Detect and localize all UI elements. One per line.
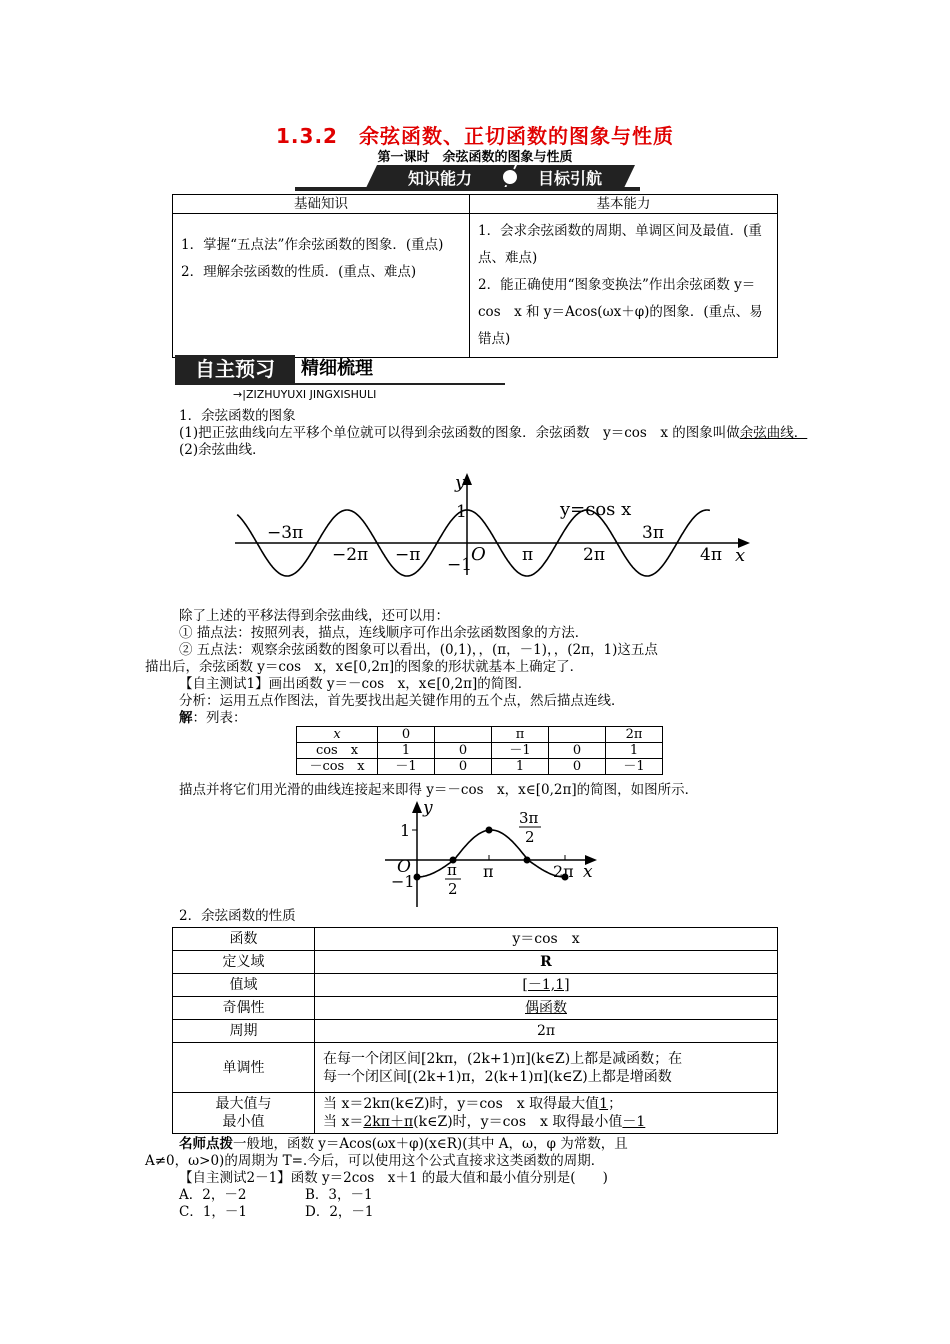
value-table-row <box>297 727 663 743</box>
value-table-cell: 1 <box>606 743 663 759</box>
graph2-tick-2pi: 2π <box>553 862 574 881</box>
s1b-l2: ① 描点法：按照列表，描点，连线顺序可作出余弦函数图象的方法． <box>179 625 589 641</box>
graph1-tick-neg1: −1 <box>447 555 473 575</box>
graph2-x-label: x <box>583 862 593 882</box>
s1b-l4: 描出后，余弦函数 y＝cos x，x∈[0,2π]的图象的形状就基本上确定了． <box>145 659 584 675</box>
test2-row1 <box>145 1187 810 1204</box>
graph2-frac1-num: π <box>447 861 457 879</box>
tip-l2: A≠0，ω>0)的周期为 T=.今后，可以使用这个公式直接求这类函数的周期． <box>145 1153 605 1169</box>
graph1-tick-pi: π <box>522 545 534 565</box>
analysis: 分析：运用五点作图法，首先要找出起关键作用的五个点，然后描点连线． <box>179 693 625 709</box>
graph2-origin: O <box>397 857 411 877</box>
graph2-frac1-den: 2 <box>448 880 458 898</box>
graph1-tick-1: 1 <box>456 502 467 522</box>
prop-k-0: 函数 <box>173 928 315 951</box>
value-table-cell: －1 <box>606 759 663 775</box>
value-table-cell: 2π <box>606 727 663 743</box>
properties-table <box>172 927 778 1134</box>
prop-k-1: 定义域 <box>173 951 315 974</box>
option-a: A．2，－2 <box>179 1187 247 1203</box>
value-table-cell: cos x <box>297 743 378 759</box>
graph1-tick-2pi: 2π <box>583 545 605 565</box>
solution: 解：列表： <box>179 710 247 726</box>
value-table-row <box>297 743 663 759</box>
value-table-cell: 1 <box>492 759 549 775</box>
banner-left-text: 知识能力 <box>407 169 473 188</box>
graph2-tick-pi: π <box>483 862 494 881</box>
graph1-tick-neg3pi: −3π <box>267 523 304 543</box>
prop-v-mono: 在每一个闭区间[2kπ，(2k+1)π](k∈Z)上都是减函数；在 每一个闭区间[(2k+1)π，2(k+1)π](k∈Z)上都是增函数 <box>315 1043 778 1093</box>
goals-basic-1: 1．掌握“五点法”作余弦函数的图象．(重点) <box>181 237 444 253</box>
graph1-tick-4pi: 4π <box>700 545 722 565</box>
s1-p1: (1)把正弦曲线向左平移个单位就可以得到余弦函数的图象．余弦函数 y＝cos x 的图象叫做余弦曲线． <box>179 425 808 441</box>
s1b-l1: 除了上述的平移法得到余弦曲线，还可以用： <box>179 608 449 624</box>
prop-v-extrema: 当 x＝2kπ(k∈Z)时，y＝cos x 取得最大值1； 当 x＝2kπ＋π(k∈Z)时，y＝cos x 取得最小值－1 <box>315 1093 778 1134</box>
graph1-tick-negpi: −π <box>395 545 421 565</box>
option-b: B．3，－1 <box>305 1187 373 1203</box>
section-box: 自主预习 <box>175 355 295 383</box>
goals-table <box>172 194 778 358</box>
graph1-tick-3pi: 3π <box>642 523 664 543</box>
s2-heading: 2．余弦函数的性质 <box>179 908 296 924</box>
option-c: C．1，－1 <box>179 1204 248 1220</box>
tip-l1: 名师点拨一般地，函数 y＝Acos(ωx＋φ)(x∈R)(其中 A，ω，φ 为常数，且 <box>179 1136 628 1152</box>
prop-k-2: 值域 <box>173 974 315 997</box>
neg-cosine-graph <box>385 797 600 909</box>
value-table-cell: 0 <box>378 727 435 743</box>
goals-header-ability: 基本能力 <box>470 195 778 214</box>
graph1-y-label: y <box>455 472 466 493</box>
banner-right-text: 目标引航 <box>537 169 603 188</box>
value-table-cell: 0 <box>435 759 492 775</box>
goals-header-basic: 基础知识 <box>173 195 470 214</box>
option-d: D．2，－1 <box>305 1204 374 1220</box>
prop-k-mono: 单调性 <box>173 1043 315 1093</box>
prop-v-2: [－1,1] <box>315 974 778 997</box>
graph1-tick-neg2pi: −2π <box>332 545 369 565</box>
test2: 【自主测试2－1】函数 y＝2cos x＋1 的最大值和最小值分别是( ) <box>179 1170 608 1186</box>
graph2-frac2-num: 3π <box>519 809 539 827</box>
test2-row2 <box>145 1204 810 1221</box>
goals-ability-2: 2．能正确使用“图象变换法”作出余弦函数 y＝cos x 和 y＝Acos(ωx＋φ)的图象．(重点、易错点) <box>478 277 763 347</box>
value-table-cell <box>549 727 606 743</box>
page-subtitle: 第一课时 余弦函数的图象与性质 <box>377 150 573 165</box>
test1: 【自主测试1】画出函数 y＝－cos x，x∈[0,2π]的简图． <box>179 676 532 692</box>
s1-p2: (2)余弦曲线． <box>179 442 266 458</box>
point-3pi-half <box>524 857 531 864</box>
value-table-cell: x <box>297 727 378 743</box>
graph2-y-label: y <box>423 798 433 818</box>
prop-k-3: 奇偶性 <box>173 997 315 1020</box>
point-pi <box>486 827 493 834</box>
section-header <box>175 355 505 403</box>
goals-basic-2: 2．理解余弦函数的性质．(重点、难点) <box>181 264 417 280</box>
goals-ability-1: 1．会求余弦函数的周期、单调区间及最值．(重点、难点) <box>478 223 762 266</box>
page-title: 1.3.2 余弦函数、正切函数的图象与性质 <box>276 124 674 148</box>
prop-k-4: 周期 <box>173 1020 315 1043</box>
graph2-tick-neg1: −1 <box>391 872 415 891</box>
value-table-cell: 1 <box>378 743 435 759</box>
prop-v-1: R <box>315 951 778 974</box>
value-table-cell: －cos x <box>297 759 378 775</box>
value-table-cell <box>435 727 492 743</box>
graph1-origin: O <box>471 544 486 565</box>
value-table-cell: －1 <box>492 743 549 759</box>
value-table-cell: －1 <box>378 759 435 775</box>
value-table-cell: 0 <box>549 759 606 775</box>
graph1-x-label: x <box>735 545 746 566</box>
prop-v-4: 2π <box>315 1020 778 1043</box>
prop-v-3: 偶函数 <box>315 997 778 1020</box>
value-table-cell: 0 <box>549 743 606 759</box>
value-table-cell: π <box>492 727 549 743</box>
s1b-l3: ② 五点法：观察余弦函数的图象可以看出，(0,1)，，(π，－1)，，(2π，1)这五点 <box>179 642 658 658</box>
prop-k-extrema: 最大值与 最小值 <box>173 1093 315 1134</box>
value-table <box>296 726 663 775</box>
s1-heading: 1．余弦函数的图象 <box>179 408 296 424</box>
section-pinyin: →|ZIZHUYUXI JINGXISHULI <box>233 388 377 401</box>
value-table-cell: 0 <box>435 743 492 759</box>
graph1-curve-label: y=cos x <box>560 499 632 520</box>
section-banner <box>295 165 640 193</box>
graph2-frac2-den: 2 <box>525 828 535 846</box>
value-table-row <box>297 759 663 775</box>
section-label: 精细梳理 <box>301 358 373 379</box>
graph2-tick-1: 1 <box>400 821 411 840</box>
prop-v-0: y＝cos x <box>315 928 778 951</box>
cosine-curve-graph <box>230 470 760 580</box>
s1c: 描点并将它们用光滑的曲线连接起来即得 y＝－cos x，x∈[0,2π]的简图，如图所示． <box>179 782 699 798</box>
